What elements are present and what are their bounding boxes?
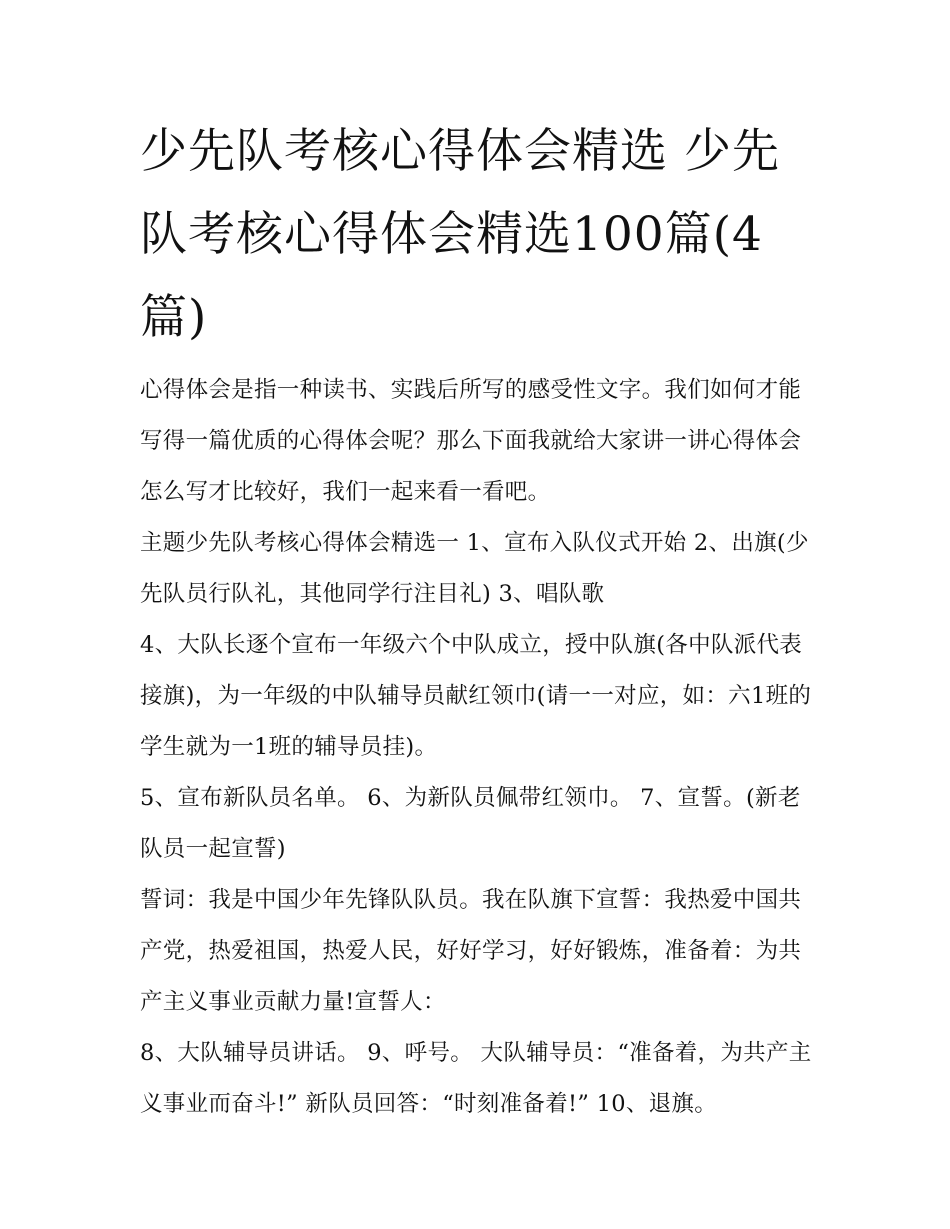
- document-page: [140, 110, 815, 1130]
- paragraph-oath: 誓词：我是中国少年先锋队队员。我在队旗下宣誓：我热爱中国共产党，热爱祖国，热爱人民，好好学习，好好锻炼，准备着：为共产主义事业贡献力量!宣誓人：: [140, 887, 802, 1015]
- paragraph-step-4: 4、大队长逐个宣布一年级六个中队成立，授中队旗(各中队派代表接旗)，为一年级的中队辅导员献红领巾(请一一对应，如：六1班的学生就为一1班的辅导员挂)。: [140, 632, 812, 760]
- paragraph-intro: 心得体会是指一种读书、实践后所写的感受性文字。我们如何才能写得一篇优质的心得体会呢？那么下面我就给大家讲一讲心得体会怎么写才比较好，我们一起来看一看吧。: [140, 377, 802, 505]
- paragraph-step-1-3: 主题少先队考核心得体会精选一 1、宣布入队仪式开始 2、出旗(少先队员行队礼，其他同学行注目礼) 3、唱队歌: [140, 530, 809, 607]
- paragraph-step-5-7: 5、宣布新队员名单。 6、为新队员佩带红领巾。 7、宣誓。(新老队员一起宣誓): [140, 785, 801, 862]
- paragraph-step-8-10: 8、大队辅导员讲话。 9、呼号。 大队辅导员：“准备着，为共产主义事业而奋斗!” 新队员回答：“时刻准备着!” 10、退旗。: [140, 1040, 812, 1117]
- document-title: 少先队考核心得体会精选 少先队考核心得体会精选100篇(4篇): [140, 124, 780, 345]
